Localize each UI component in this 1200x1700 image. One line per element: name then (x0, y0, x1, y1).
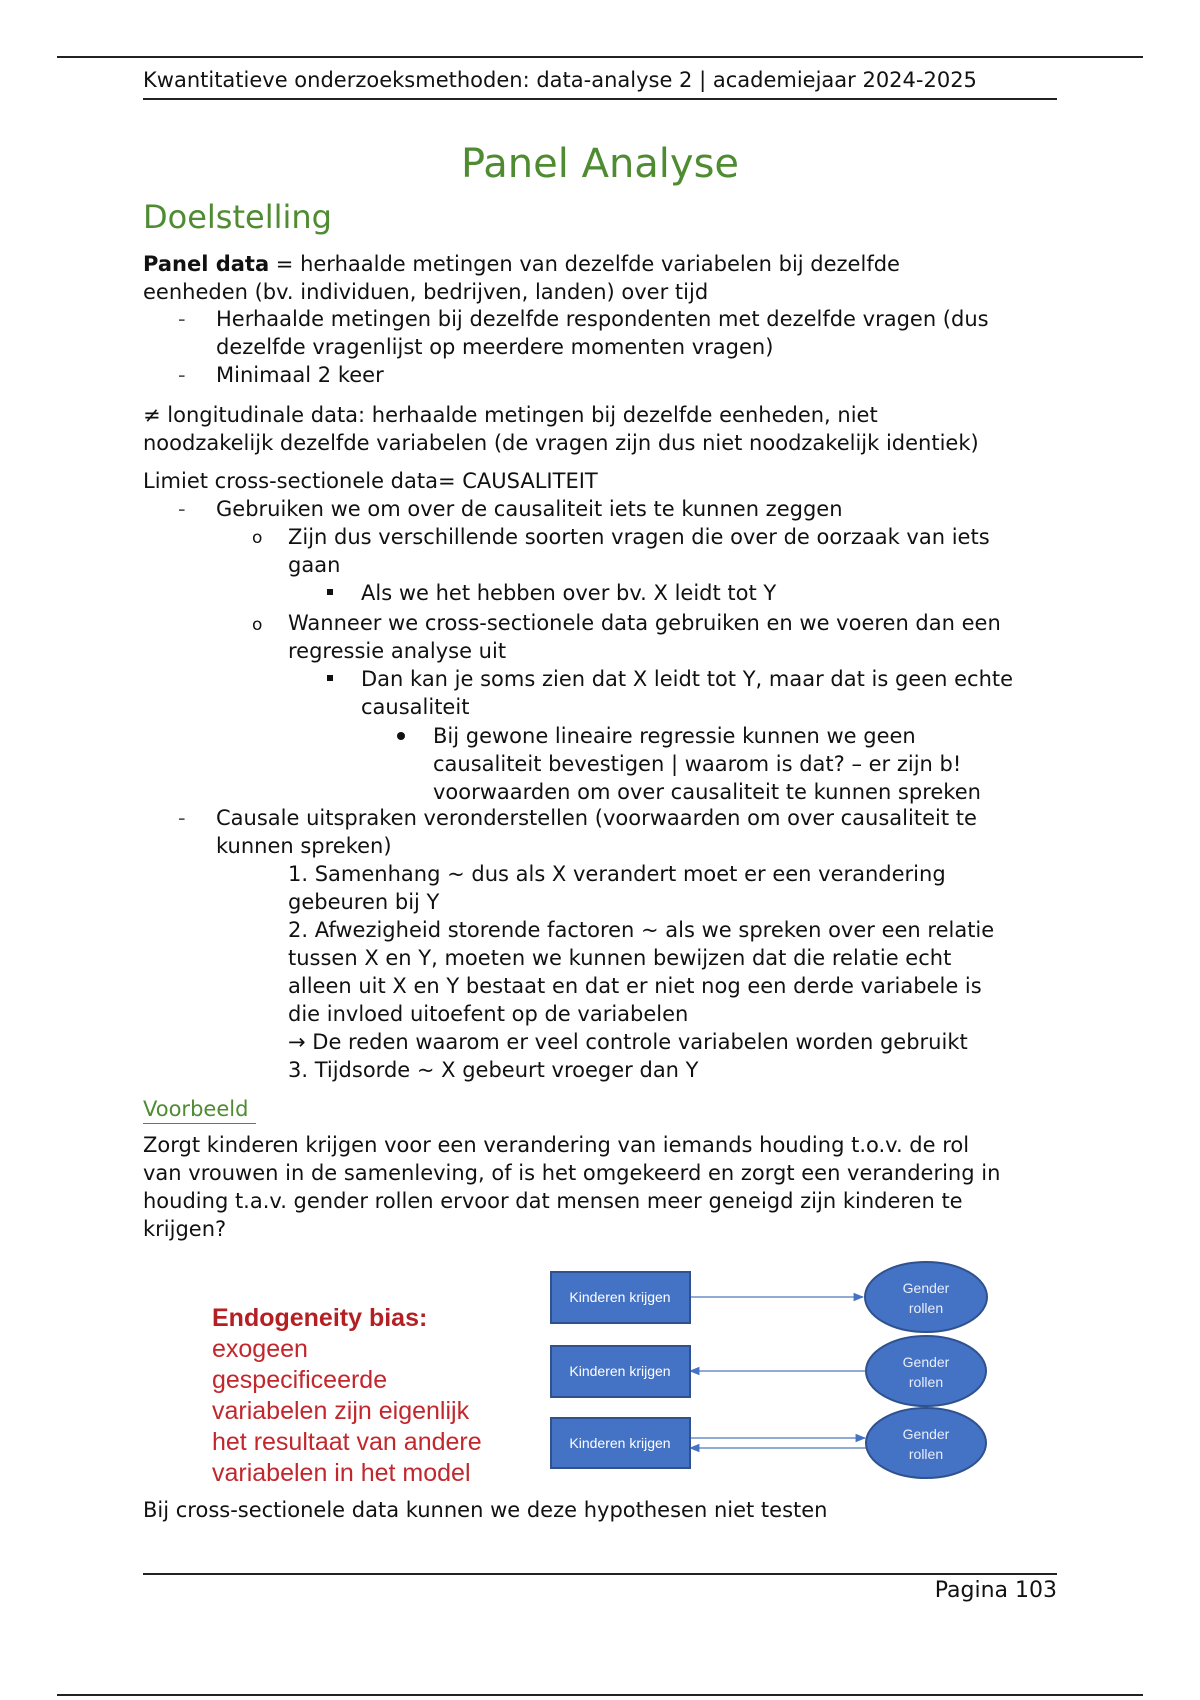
limit-heading: Limiet cross-sectionele data= CAUSALITEIT (143, 469, 598, 493)
bullet-line: dezelfde vragenlijst op meerdere momenten vragen) (216, 335, 774, 359)
example-heading: Voorbeeld (143, 1095, 256, 1124)
section-heading: Doelstelling (143, 198, 332, 236)
condition-line: 2. Afwezigheid storende factoren ~ als we spreken over een relatie (288, 918, 995, 942)
definition-line-1 (143, 250, 1083, 278)
ellipse-label-line1: Gender (902, 1354, 950, 1370)
bullet-line: Gebruiken we om over de causaliteit iets te kunnen zeggen (216, 497, 843, 521)
condition-line: tussen X en Y, moeten we kunnen bewijzen dat die relatie echt (288, 946, 952, 970)
condition-line: 1. Samenhang ~ dus als X verandert moet er een verandering (288, 862, 946, 886)
dash-bullet: - (178, 806, 186, 830)
ellipse-label-line1: Gender (902, 1426, 950, 1442)
bullet-line: Als we het hebben over bv. X leidt tot Y (361, 581, 777, 605)
box-label: Kinderen krijgen (569, 1363, 671, 1379)
box-label: Kinderen krijgen (569, 1289, 671, 1305)
causality-diagram (540, 1255, 1010, 1485)
condition-line: → De reden waarom er veel controle variabelen worden gebruikt (288, 1030, 968, 1054)
example-line: van vrouwen in de samenleving, of is het omgekeerd en zorgt een verandering in (143, 1161, 1001, 1185)
ellipse-gender-rollen (866, 1336, 986, 1406)
bias-line: het resultaat van andere (212, 1428, 482, 1456)
condition-line: alleen uit X en Y bestaat en dat er niet nog een derde variabele is (288, 974, 982, 998)
ellipse-gender-rollen (865, 1262, 987, 1332)
bullet-line: Wanneer we cross-sectionele data gebruiken en we voeren dan een (288, 611, 1001, 635)
ellipse-label-line1: Gender (902, 1280, 950, 1296)
example-line: Zorgt kinderen krijgen voor een verandering van iemands houding t.o.v. de rol (143, 1133, 970, 1157)
definition-paragraph (143, 250, 1083, 306)
bullet-line: Causale uitspraken veronderstellen (voorwaarden om over causaliteit te (216, 806, 977, 830)
dash-bullet: - (178, 307, 186, 331)
example-line: houding t.a.v. gender rollen ervoor dat mensen meer geneigd zijn kinderen te (143, 1189, 963, 1213)
bullet-line: regressie analyse uit (288, 639, 507, 663)
page-number: Pagina 103 (934, 1578, 1057, 1603)
bullet-line: Dan kan je soms zien dat X leidt tot Y, maar dat is geen echte (361, 667, 1014, 691)
condition-line: die invloed uitoefent op de variabelen (288, 1002, 689, 1026)
header-underline (143, 98, 1057, 100)
circle-bullet: o (252, 615, 263, 635)
dash-bullet: - (178, 497, 186, 521)
header-title: Kwantitatieve onderzoeksmethoden: data-analyse 2 | academiejaar 2024-2025 (143, 68, 977, 92)
bullet-line: kunnen spreken) (216, 834, 392, 858)
definition-text: = herhaalde metingen van dezelfde variabelen bij dezelfde (269, 252, 900, 276)
dash-bullet: - (178, 363, 186, 387)
bullet-line: causaliteit (361, 695, 470, 719)
ellipse-label-line2: rollen (908, 1300, 944, 1316)
bottom-rule (57, 1694, 1143, 1696)
bias-line: gespecificeerde (212, 1366, 388, 1394)
bias-line: exogeen (212, 1335, 308, 1363)
bullet-line: Zijn dus verschillende soorten vragen die over de oorzaak van iets (288, 525, 990, 549)
longitudinal-line: ≠ longitudinale data: herhaalde metingen bij dezelfde eenheden, niet (143, 403, 878, 427)
square-bullet (327, 675, 333, 681)
ellipse-label-line2: rollen (908, 1374, 944, 1390)
example-line: krijgen? (143, 1217, 227, 1241)
condition-line: 3. Tijdsorde ~ X gebeurt vroeger dan Y (288, 1058, 699, 1082)
bias-title: Endogeneity bias: (212, 1304, 428, 1332)
top-rule (57, 56, 1143, 58)
page-title: Panel Analyse (460, 141, 740, 187)
dot-bullet (397, 732, 405, 740)
bias-line: variabelen zijn eigenlijk (212, 1397, 470, 1425)
conclusion-text: Bij cross-sectionele data kunnen we deze hypothesen niet testen (143, 1498, 828, 1522)
square-bullet (327, 589, 333, 595)
bullet-line: Minimaal 2 keer (216, 363, 384, 387)
circle-bullet: o (252, 528, 263, 548)
bias-line: variabelen in het model (212, 1459, 471, 1487)
bullet-line: Bij gewone lineaire regressie kunnen we geen (433, 724, 916, 748)
definition-line-2: eenheden (bv. individuen, bedrijven, landen) over tijd (143, 280, 709, 304)
bullet-line: gaan (288, 553, 341, 577)
box-label: Kinderen krijgen (569, 1435, 671, 1451)
endogeneity-bias-text (212, 1303, 482, 1489)
ellipse-label-line2: rollen (908, 1446, 944, 1462)
longitudinal-line: noodzakelijk dezelfde variabelen (de vragen zijn dus niet noodzakelijk identiek) (143, 431, 979, 455)
bullet-line: Herhaalde metingen bij dezelfde respondenten met dezelfde vragen (dus (216, 307, 989, 331)
bullet-line: voorwaarden om over causaliteit te kunnen spreken (433, 780, 981, 804)
footer-rule (143, 1573, 1057, 1575)
ellipse-gender-rollen (866, 1408, 986, 1478)
bullet-line: causaliteit bevestigen | waarom is dat? – er zijn b! (433, 752, 962, 776)
definition-term: Panel data (143, 252, 270, 276)
condition-line: gebeuren bij Y (288, 890, 440, 914)
